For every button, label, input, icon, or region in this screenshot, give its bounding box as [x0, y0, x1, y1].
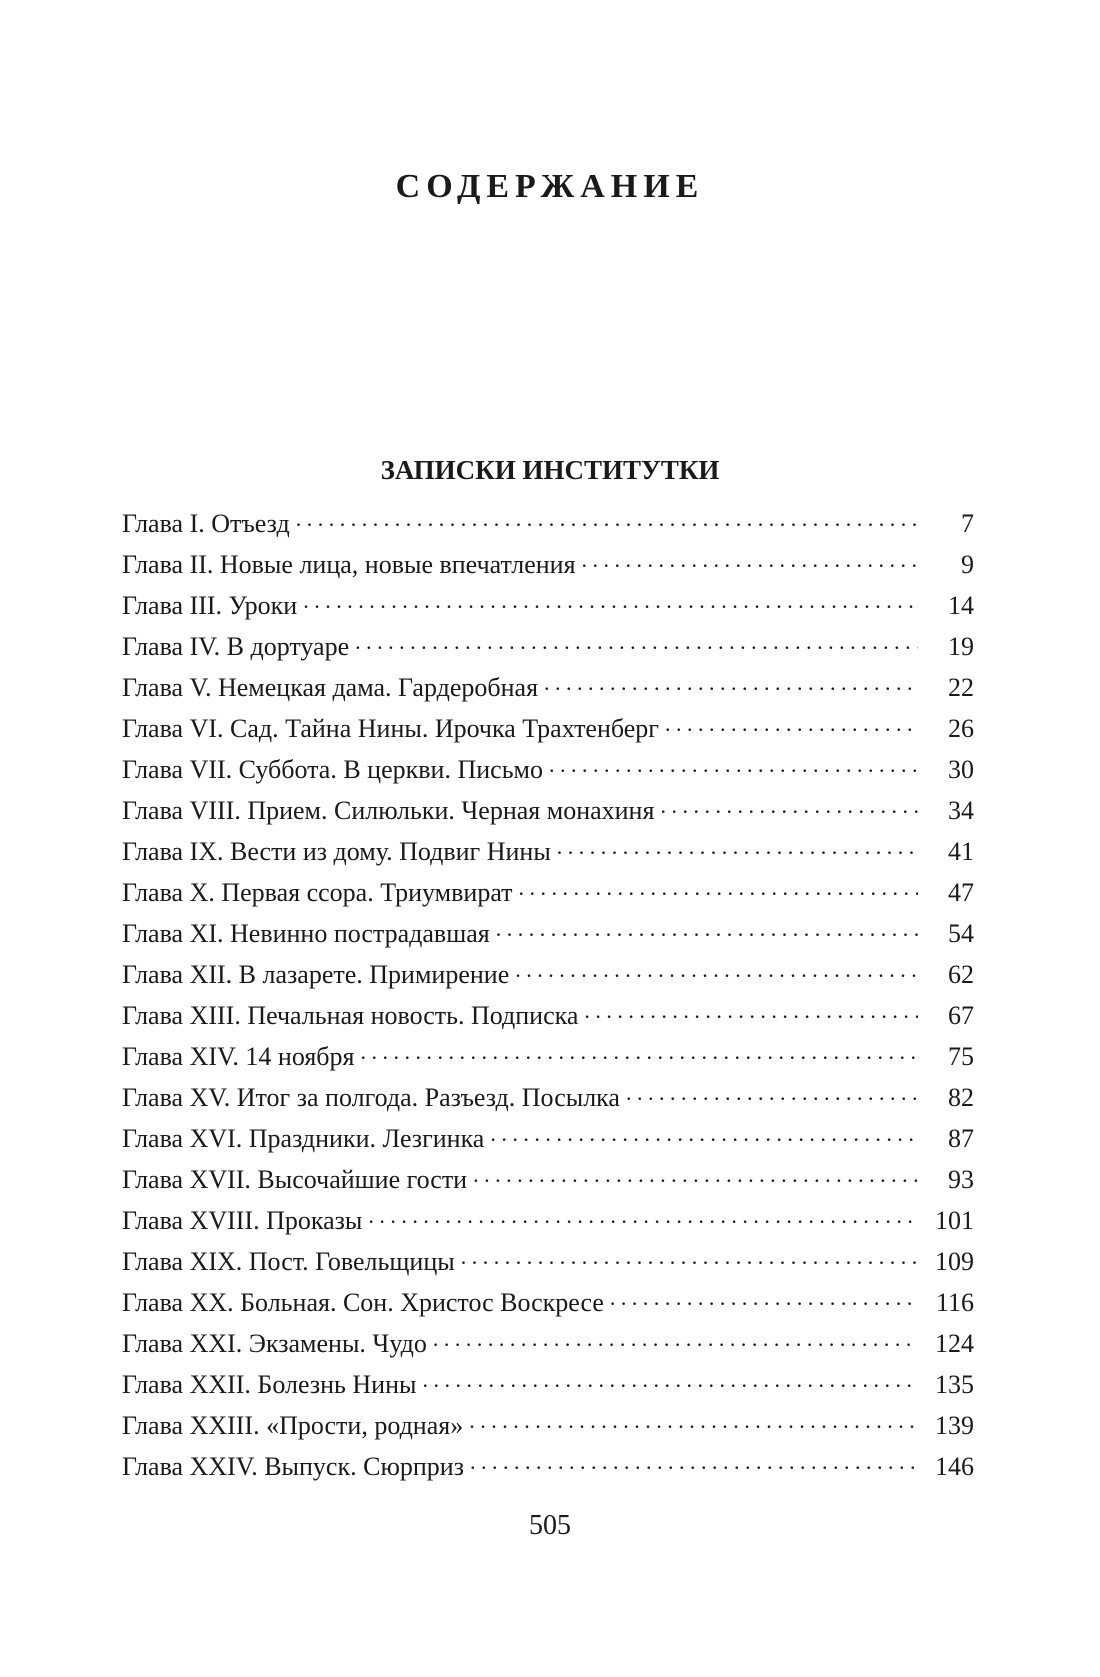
toc-entry-page-number: 62 [948, 960, 974, 989]
toc-entry-label: Глава VI. Сад. Тайна Нины. Ирочка Трахтенберг [122, 714, 659, 743]
toc-entry-label: Глава IX. Вести из дому. Подвиг Нины [122, 837, 551, 866]
toc-entry[interactable] [122, 998, 974, 1039]
toc-entry-page-number: 135 [935, 1370, 974, 1399]
toc-entry-page-number: 87 [948, 1124, 974, 1153]
toc-entry-label: Глава XX. Больная. Сон. Христос Воскресе [122, 1288, 604, 1317]
toc-entry[interactable] [122, 670, 974, 711]
toc-dot-leader [660, 793, 918, 819]
toc-entry[interactable] [122, 1326, 974, 1367]
toc-dot-leader [544, 670, 918, 696]
toc-entry-page-number: 41 [948, 837, 974, 866]
section-title: ЗАПИСКИ ИНСТИТУТКИ [380, 455, 720, 485]
toc-entry[interactable] [122, 1039, 974, 1080]
toc-entry[interactable] [122, 1121, 974, 1162]
toc-entry-page-number: 9 [961, 550, 974, 579]
toc-entry-label: Глава XVIII. Проказы [122, 1206, 363, 1235]
toc-entry-page-number: 146 [935, 1452, 974, 1481]
toc-entry-label: Глава VII. Суббота. В церкви. Письмо [122, 755, 544, 784]
toc-dot-leader [470, 1449, 918, 1475]
toc-entry[interactable] [122, 1203, 974, 1244]
toc-dot-leader [490, 1121, 918, 1147]
toc-dot-leader [473, 1162, 918, 1188]
toc-entry-label: Глава XXI. Экзамены. Чудо [122, 1329, 427, 1358]
table-of-contents [122, 506, 974, 1490]
toc-entry-label: Глава VIII. Прием. Силюльки. Черная монахиня [122, 796, 655, 825]
toc-entry-label: Глава XXII. Болезнь Нины [122, 1370, 417, 1399]
toc-entry-page-number: 109 [935, 1247, 974, 1276]
toc-entry-page-number: 19 [948, 632, 974, 661]
toc-dot-leader [433, 1326, 918, 1352]
page-number: 505 [529, 1510, 571, 1541]
toc-entry-label: Глава XIII. Печальная новость. Подписка [122, 1001, 579, 1030]
toc-dot-leader [584, 998, 918, 1024]
toc-entry[interactable] [122, 629, 974, 670]
toc-dot-leader [610, 1285, 918, 1311]
toc-entry[interactable] [122, 1080, 974, 1121]
toc-entry-page-number: 139 [935, 1411, 974, 1440]
toc-entry-page-number: 47 [948, 878, 974, 907]
toc-entry-page-number: 116 [935, 1288, 974, 1317]
toc-entry-page-number: 14 [948, 591, 974, 620]
toc-entry[interactable] [122, 1449, 974, 1490]
toc-entry-page-number: 93 [948, 1165, 974, 1194]
toc-entry-label: Глава II. Новые лица, новые впечатления [122, 550, 576, 579]
toc-dot-leader [557, 834, 918, 860]
toc-dot-leader [461, 1244, 918, 1270]
toc-entry-label: Глава XI. Невинно пострадавшая [122, 919, 490, 948]
toc-entry-label: Глава XXIV. Выпуск. Сюрприз [122, 1452, 464, 1481]
toc-dot-leader [469, 1408, 918, 1434]
toc-entry-page-number: 124 [935, 1329, 974, 1358]
toc-dot-leader [496, 916, 918, 942]
toc-entry[interactable] [122, 1162, 974, 1203]
toc-entry-page-number: 82 [948, 1083, 974, 1112]
toc-entry[interactable] [122, 752, 974, 793]
toc-entry[interactable] [122, 834, 974, 875]
toc-entry[interactable] [122, 506, 974, 547]
toc-entry-label: Глава XVII. Высочайшие гости [122, 1165, 468, 1194]
toc-entry-page-number: 7 [961, 509, 974, 538]
toc-entry[interactable] [122, 1408, 974, 1449]
toc-dot-leader [303, 588, 918, 614]
toc-entry[interactable] [122, 957, 974, 998]
toc-entry[interactable] [122, 916, 974, 957]
toc-entry-label: Глава XIX. Пост. Говельщицы [122, 1247, 455, 1276]
toc-entry-page-number: 26 [948, 714, 974, 743]
toc-dot-leader [361, 1039, 919, 1065]
toc-entry-page-number: 22 [948, 673, 974, 702]
toc-entry[interactable] [122, 1285, 974, 1326]
toc-entry-page-number: 101 [935, 1206, 974, 1235]
toc-entry[interactable] [122, 875, 974, 916]
toc-entry-label: Глава IV. В дортуаре [122, 632, 350, 661]
toc-entry-label: Глава I. Отъезд [122, 509, 290, 538]
toc-entry-page-number: 34 [948, 796, 974, 825]
toc-entry-label: Глава V. Немецкая дама. Гардеробная [122, 673, 539, 702]
toc-dot-leader [582, 547, 918, 573]
toc-dot-leader [549, 752, 918, 778]
toc-entry-label: Глава XVI. Праздники. Лезгинка [122, 1124, 485, 1153]
toc-dot-leader [665, 711, 918, 737]
toc-entry[interactable] [122, 588, 974, 629]
toc-entry-label: Глава X. Первая ссора. Триумвират [122, 878, 513, 907]
toc-dot-leader [626, 1080, 918, 1106]
toc-entry[interactable] [122, 711, 974, 752]
toc-dot-leader [519, 875, 918, 901]
toc-dot-leader [368, 1203, 918, 1229]
toc-dot-leader [422, 1367, 918, 1393]
toc-entry-label: Глава XXIII. «Прости, родная» [122, 1411, 464, 1440]
toc-dot-leader [355, 629, 918, 655]
toc-dot-leader [515, 957, 918, 983]
toc-entry[interactable] [122, 1244, 974, 1285]
toc-entry[interactable] [122, 547, 974, 588]
toc-entry-label: Глава XV. Итог за полгода. Разъезд. Посылка [122, 1083, 620, 1112]
toc-entry[interactable] [122, 1367, 974, 1408]
toc-entry-page-number: 75 [948, 1042, 974, 1071]
toc-dot-leader [296, 506, 918, 532]
toc-entry-label: Глава XIV. 14 ноября [122, 1042, 355, 1071]
toc-entry[interactable] [122, 793, 974, 834]
toc-entry-label: Глава XII. В лазарете. Примирение [122, 960, 510, 989]
page-title: СОДЕРЖАНИЕ [395, 168, 705, 205]
toc-entry-page-number: 30 [948, 755, 974, 784]
toc-entry-page-number: 67 [948, 1001, 974, 1030]
toc-entry-page-number: 54 [948, 919, 974, 948]
toc-entry-label: Глава III. Уроки [122, 591, 298, 620]
